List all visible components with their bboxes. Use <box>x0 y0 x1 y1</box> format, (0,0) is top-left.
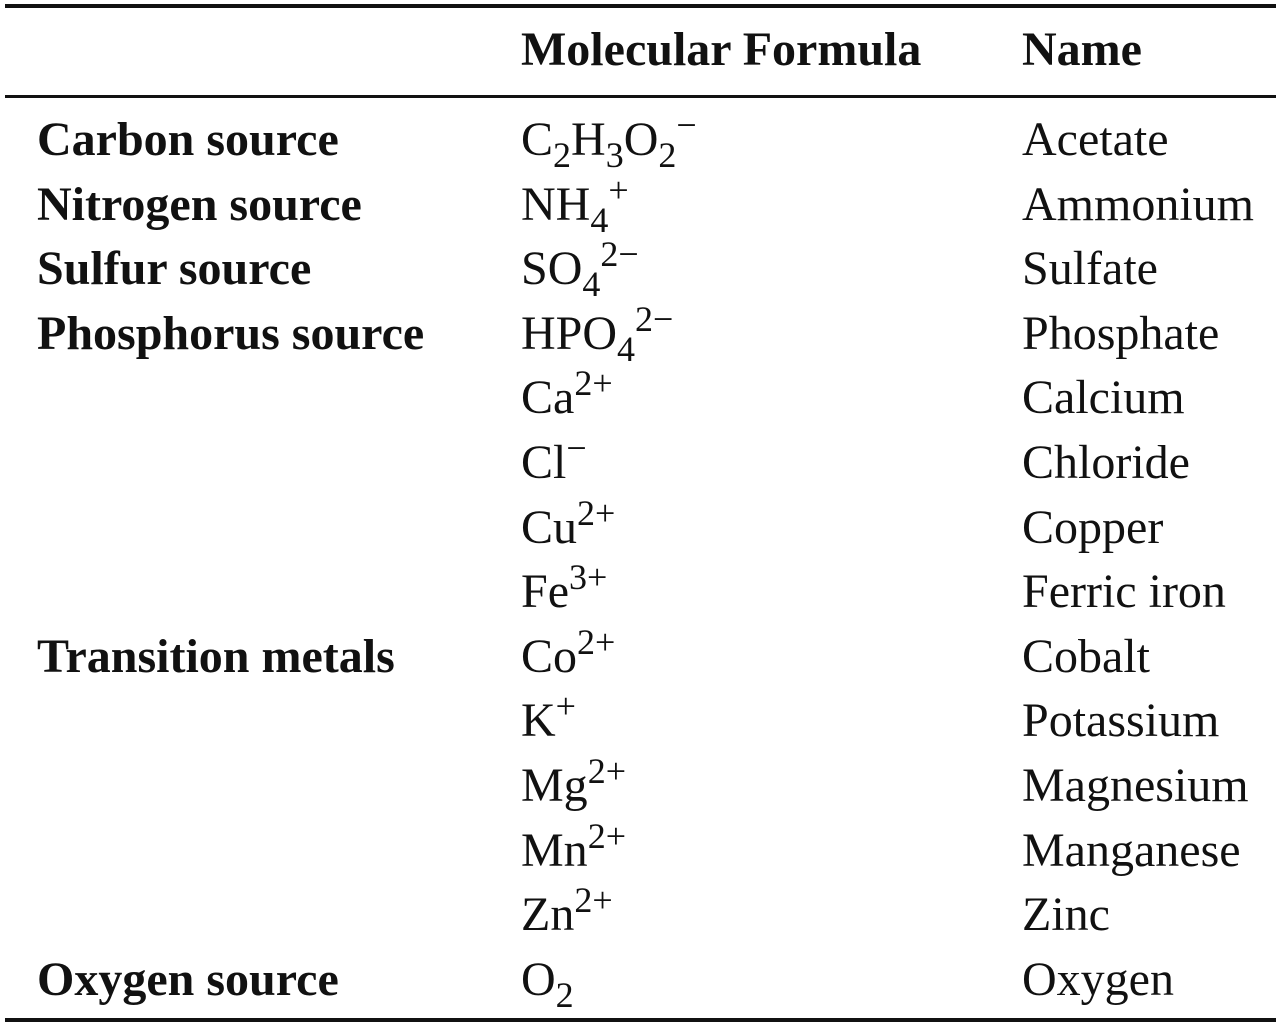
formula-subscript: 4 <box>617 328 636 369</box>
header-molecular-formula: Molecular Formula <box>521 23 922 76</box>
row-category: Phosphorus source <box>37 306 425 360</box>
formula-subscript: 4 <box>582 264 601 305</box>
row-molecular-formula <box>521 428 587 495</box>
table-bottom-rule <box>5 1018 1276 1022</box>
table-row <box>0 105 1280 175</box>
table-row <box>0 298 1280 369</box>
formula-subscript: 3 <box>605 135 624 175</box>
row-molecular-formula <box>521 492 616 560</box>
row-name: Copper <box>1022 500 1164 554</box>
row-molecular-formula <box>521 169 629 240</box>
table-row <box>0 815 1280 883</box>
formula-charge: + <box>608 169 629 210</box>
table-row <box>0 363 1280 430</box>
row-category: Transition metals <box>37 629 395 683</box>
formula-charge: 2− <box>635 298 674 339</box>
formula-base: Mn <box>521 823 588 877</box>
table-row <box>0 557 1280 624</box>
table-row <box>0 686 1280 753</box>
table-row <box>0 492 1280 560</box>
table-row <box>0 169 1280 240</box>
row-name: Zinc <box>1022 888 1110 942</box>
formula-charge: + <box>555 686 576 727</box>
row-molecular-formula <box>521 557 608 624</box>
row-category: Carbon source <box>37 113 339 166</box>
row-name: Oxygen <box>1022 952 1174 1006</box>
row-name: Ferric iron <box>1022 565 1226 619</box>
row-molecular-formula <box>521 751 626 818</box>
row-molecular-formula <box>521 234 639 305</box>
row-molecular-formula <box>521 686 576 753</box>
row-molecular-formula <box>521 298 674 369</box>
row-category: Nitrogen source <box>37 177 362 231</box>
formula-element: O <box>623 113 659 166</box>
formula-base: SO <box>521 242 583 296</box>
row-name: Manganese <box>1022 823 1241 877</box>
formula-base: Zn <box>521 888 575 942</box>
row-name: Chloride <box>1022 436 1190 489</box>
formula-base: HPO <box>521 306 618 360</box>
formula-subscript: 2 <box>553 135 572 175</box>
formula-base: K <box>521 694 556 748</box>
row-name: Phosphate <box>1022 306 1220 360</box>
formula-element: H <box>571 113 606 166</box>
formula-base: Cl <box>521 436 567 489</box>
table-row <box>0 751 1280 818</box>
row-name: Magnesium <box>1022 759 1249 812</box>
formula-base: Co <box>521 629 578 683</box>
row-molecular-formula <box>521 105 697 175</box>
formula-base: Cu <box>521 500 578 554</box>
formula-base: Fe <box>521 565 569 619</box>
row-name: Cobalt <box>1022 629 1150 683</box>
row-molecular-formula <box>521 621 616 689</box>
formula-charge: 2+ <box>587 815 626 856</box>
formula-subscript: 2 <box>658 135 677 175</box>
formula-charge: − <box>566 428 587 468</box>
formula-base: NH <box>521 177 591 231</box>
row-molecular-formula <box>521 948 574 1015</box>
row-molecular-formula <box>521 815 626 883</box>
formula-charge: 2+ <box>577 492 616 533</box>
table-top-rule <box>5 4 1276 8</box>
table-header-rule <box>5 95 1276 98</box>
table-row <box>0 234 1280 305</box>
formula-charge: 2+ <box>574 880 613 921</box>
formula-base: C <box>521 113 554 166</box>
row-name: Ammonium <box>1022 177 1255 231</box>
row-molecular-formula <box>521 363 613 430</box>
formula-charge: 2+ <box>587 751 626 791</box>
table-row <box>0 880 1280 947</box>
row-name: Potassium <box>1022 694 1220 748</box>
formula-subscript: 2 <box>555 974 574 1015</box>
table-row <box>0 428 1280 495</box>
formula-base: O <box>521 952 556 1006</box>
row-name: Sulfate <box>1022 242 1158 296</box>
formula-base: Mg <box>521 759 588 812</box>
formula-base: Ca <box>521 371 575 425</box>
row-category: Oxygen source <box>37 952 339 1006</box>
formula-charge: 3+ <box>569 557 608 598</box>
formula-charge: 2+ <box>577 621 616 662</box>
table-row <box>0 948 1280 1015</box>
formula-subscript: 4 <box>590 199 609 240</box>
row-molecular-formula <box>521 880 613 947</box>
formula-charge: 2− <box>600 234 639 275</box>
row-name: Calcium <box>1022 371 1185 425</box>
row-category: Sulfur source <box>37 242 312 296</box>
table-row <box>0 621 1280 689</box>
formula-charge: − <box>676 105 697 145</box>
row-name: Acetate <box>1022 113 1169 166</box>
header-name: Name <box>1022 23 1142 76</box>
formula-charge: 2+ <box>574 363 613 404</box>
